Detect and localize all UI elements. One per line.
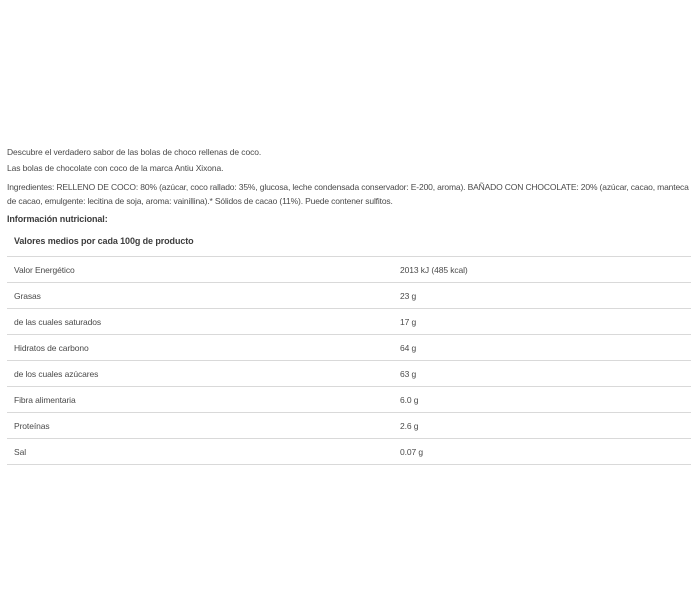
row-value: 0.07 g bbox=[400, 446, 424, 457]
row-value: 6.0 g bbox=[400, 394, 419, 405]
description-line-2: Las bolas de chocolate con coco de la marca Antiu Xixona. bbox=[7, 163, 224, 173]
row-label: Grasas bbox=[14, 290, 41, 301]
table-row bbox=[7, 257, 691, 283]
row-label: Proteínas bbox=[14, 420, 50, 431]
row-value: 17 g bbox=[400, 316, 417, 327]
row-value: 2.6 g bbox=[400, 420, 419, 431]
row-value: 2013 kJ (485 kcal) bbox=[400, 264, 468, 275]
table-row bbox=[7, 413, 691, 439]
nutrition-table-caption: Valores medios por cada 100g de producto bbox=[14, 236, 194, 246]
table-row bbox=[7, 335, 691, 361]
table-row bbox=[7, 361, 691, 387]
row-label: Sal bbox=[14, 446, 26, 457]
row-label: Hidratos de carbono bbox=[14, 342, 89, 353]
description-line-1: Descubre el verdadero sabor de las bolas de choco rellenas de coco. bbox=[7, 147, 262, 157]
row-value: 23 g bbox=[400, 290, 417, 301]
row-label: Fibra alimentaria bbox=[14, 394, 76, 405]
table-row bbox=[7, 387, 691, 413]
table-row bbox=[7, 439, 691, 465]
table-row bbox=[7, 283, 691, 309]
table-row bbox=[7, 309, 691, 335]
row-label: de los cuales azúcares bbox=[14, 368, 99, 379]
row-label: de las cuales saturados bbox=[14, 316, 102, 327]
nutrition-heading: Información nutricional: bbox=[7, 214, 108, 224]
row-value: 63 g bbox=[400, 368, 417, 379]
ingredients-paragraph: Ingredientes: RELLENO DE COCO: 80% (azúcar, coco rallado: 35%, glucosa, leche condensada conservador: E-200, aroma). BAÑADO CON CHOCOLATE: 20% (azúcar, cacao, manteca de cacao, emulgente: lecitina de soja, aroma: vainillina).* Sólidos de cacao (11%). Puede contener sulfitos. bbox=[7, 182, 689, 206]
row-label: Valor Energético bbox=[14, 264, 75, 275]
product-description bbox=[7, 144, 261, 176]
row-value: 64 g bbox=[400, 342, 417, 353]
nutrition-table bbox=[7, 256, 691, 465]
